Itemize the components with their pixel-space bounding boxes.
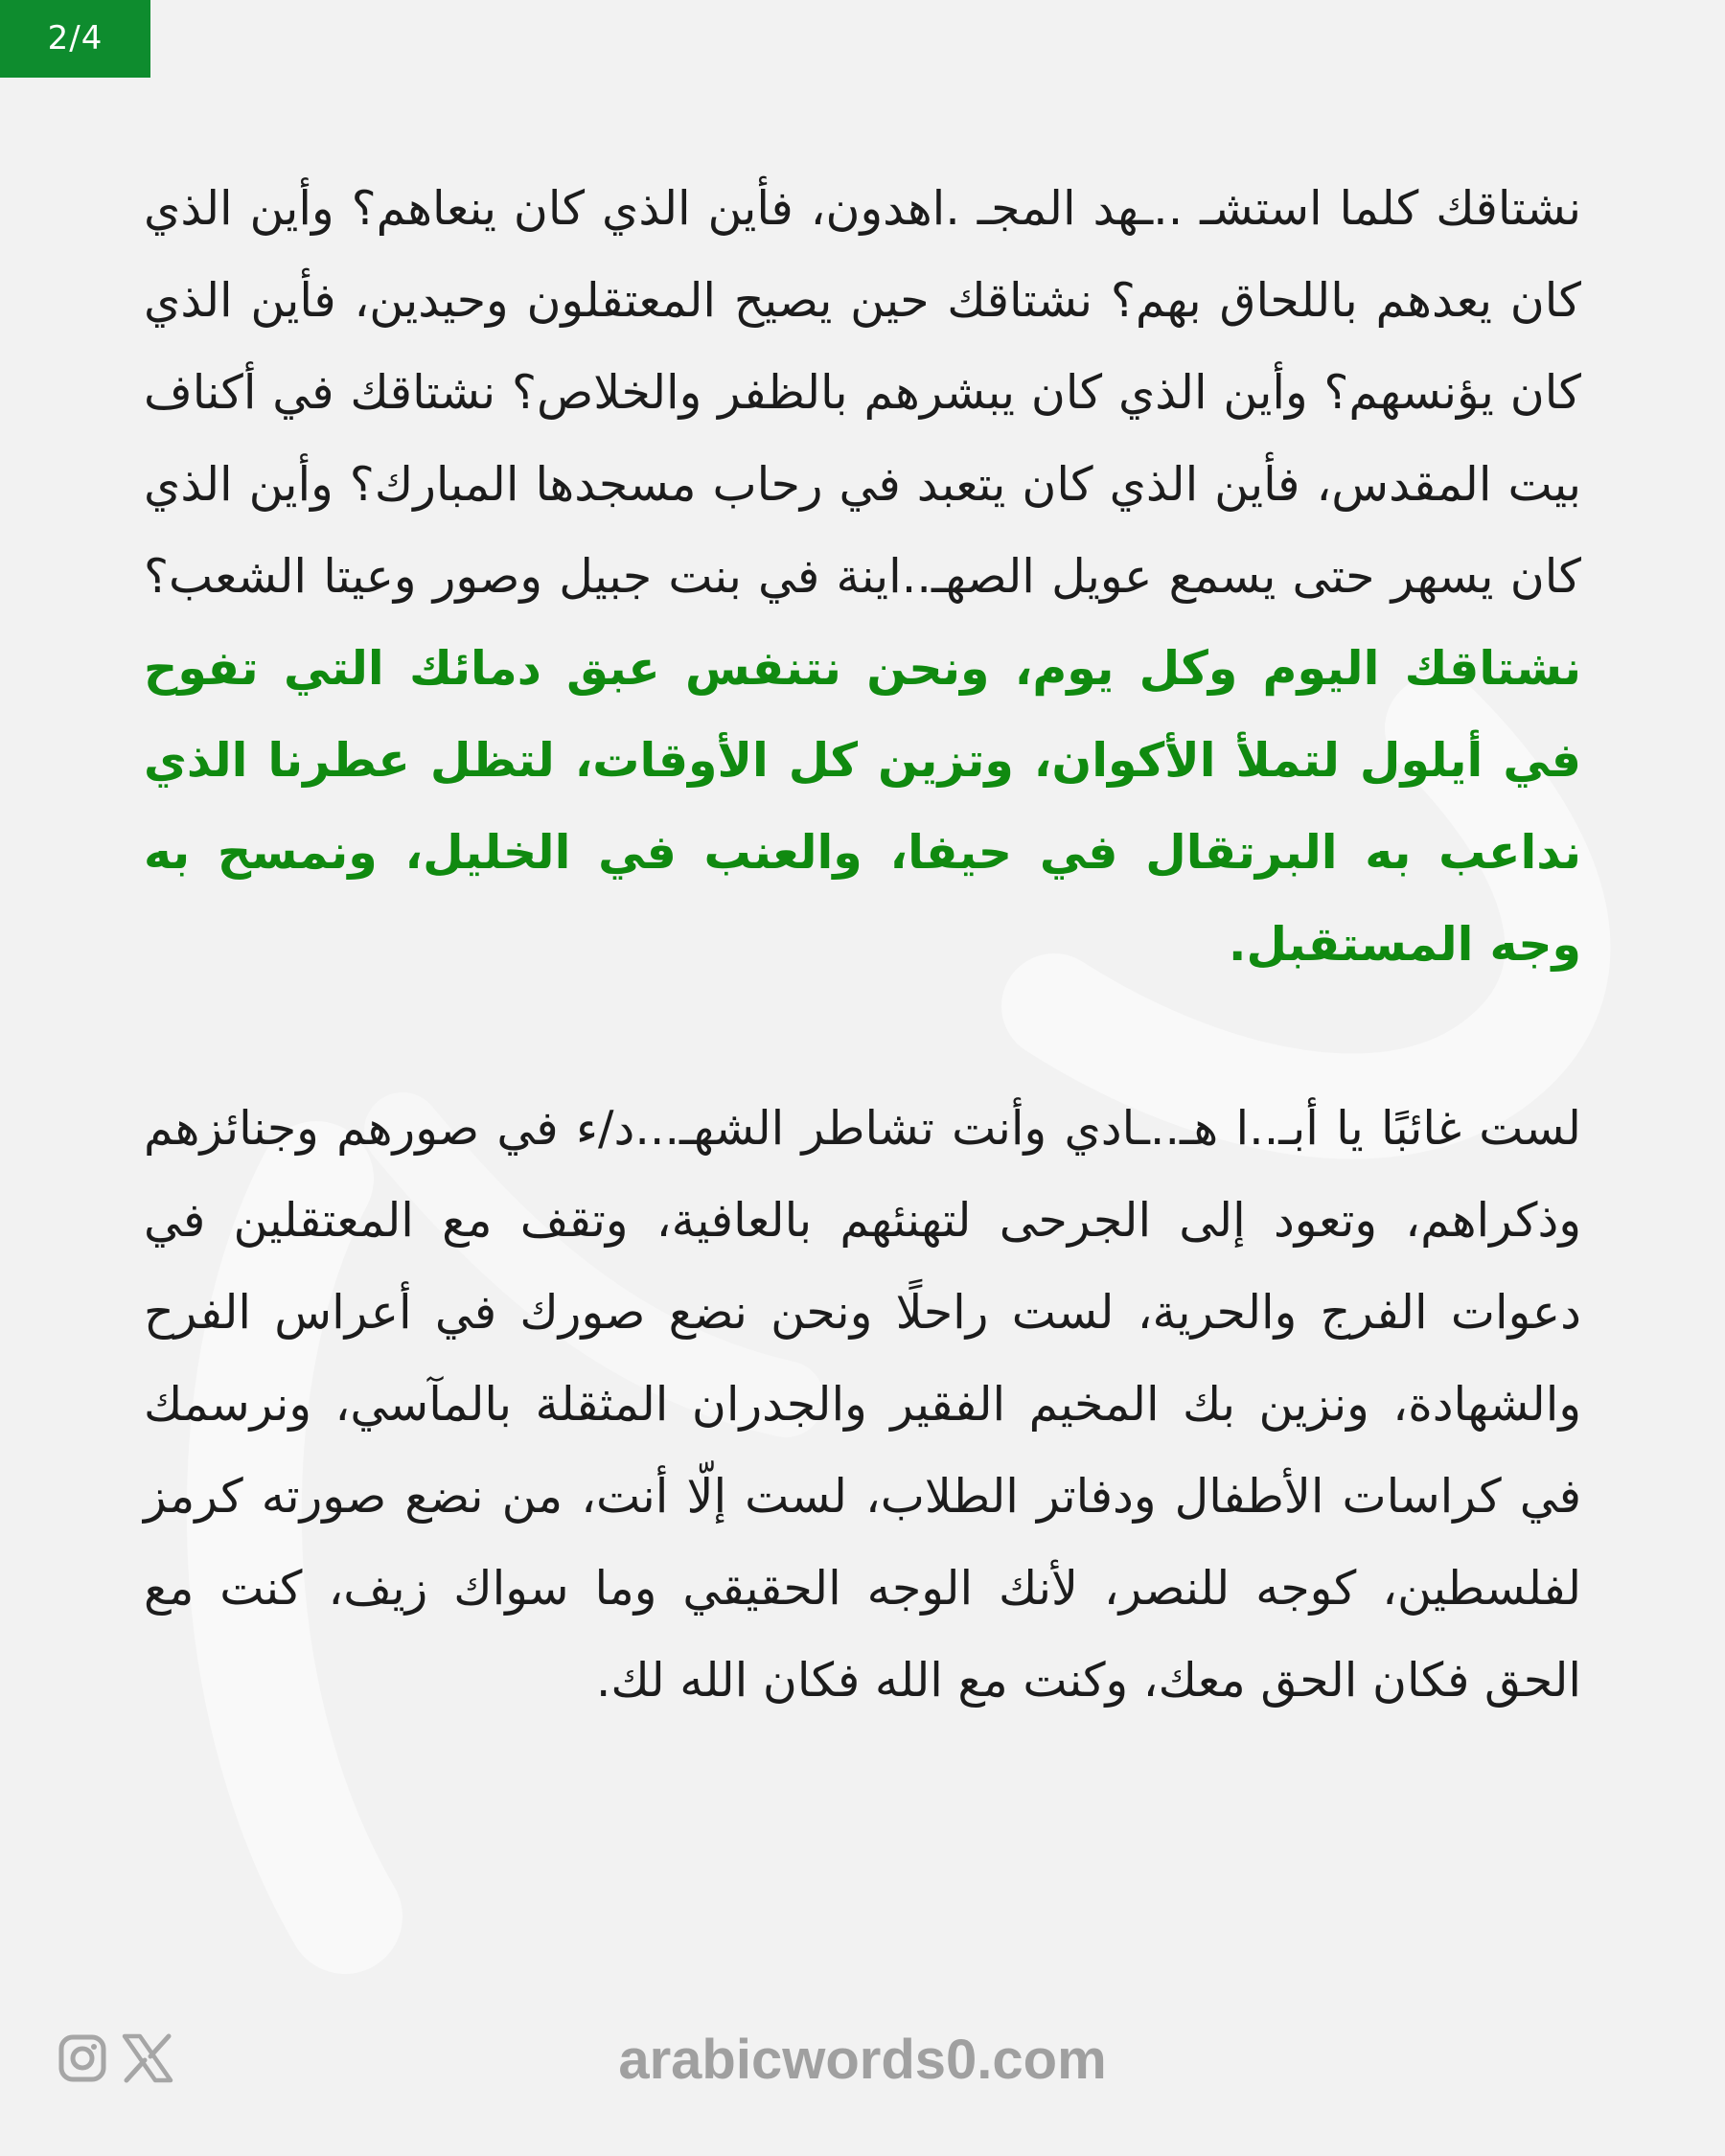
article-body: [144, 163, 1581, 1727]
website-url[interactable]: arabicwords0.com: [618, 2029, 1107, 2091]
paragraph: [144, 163, 1581, 991]
page-indicator: 2/4: [0, 0, 150, 78]
footer: [0, 2012, 1725, 2108]
paragraph-text: لست غائبًا يا أبـ..ا هـ..ـادي وأنت تشاطر الشهـ...د/ء في صورهم وجنائزهم وذكراهم، وتعود إلى الجرحى لتهنئهم بالعافية، وتقف مع المعتقلين في دعوات الفرج والحرية، لست راحلًا ونحن نضع صورك في أعراس الفرح والشهادة، ونزين بك المخيم الفقير والجدران المثقلة بالمآسي، ونرسمك في كراسات الأطفال ودفاتر الطلاب، لست إلّا أنت، من نضع صورته كرمز لفلسطين، كوجه للنصر، لأنك الوجه الحقيقي وما سواك زيف، كنت مع الحق فكان الحق معك، وكنت مع الله فكان الله لك.: [144, 1101, 1581, 1708]
paragraph-text: نشتاقك كلما استشـ ..ـهد المجـ .اهدون، فأين الذي كان ينعاهم؟ وأين الذي كان يعدهم باللحاق بهم؟ نشتاقك حين يصيح المعتقلون وحيدين، فأين الذي كان يؤنسهم؟ وأين الذي كان يبشرهم بالظفر والخلاص؟ نشتاقك في أكناف بيت المقدس، فأين الذي كان يتعبد في رحاب مسجدها المبارك؟ وأين الذي كان يسهر حتى يسمع عويل الصهـ..اينة في بنت جبيل وصور وعيتا الشعب؟: [144, 181, 1581, 604]
highlighted-text: نشتاقك اليوم وكل يوم، ونحن نتنفس عبق دمائك التي تفوح في أيلول لتملأ الأكوان، وتزين كل الأوقات، لتظل عطرنا الذي نداعب به البرتقال في حيفا، والعنب في الخليل، ونمسح به وجه المستقبل.: [144, 641, 1581, 972]
paragraph: [144, 1083, 1581, 1727]
